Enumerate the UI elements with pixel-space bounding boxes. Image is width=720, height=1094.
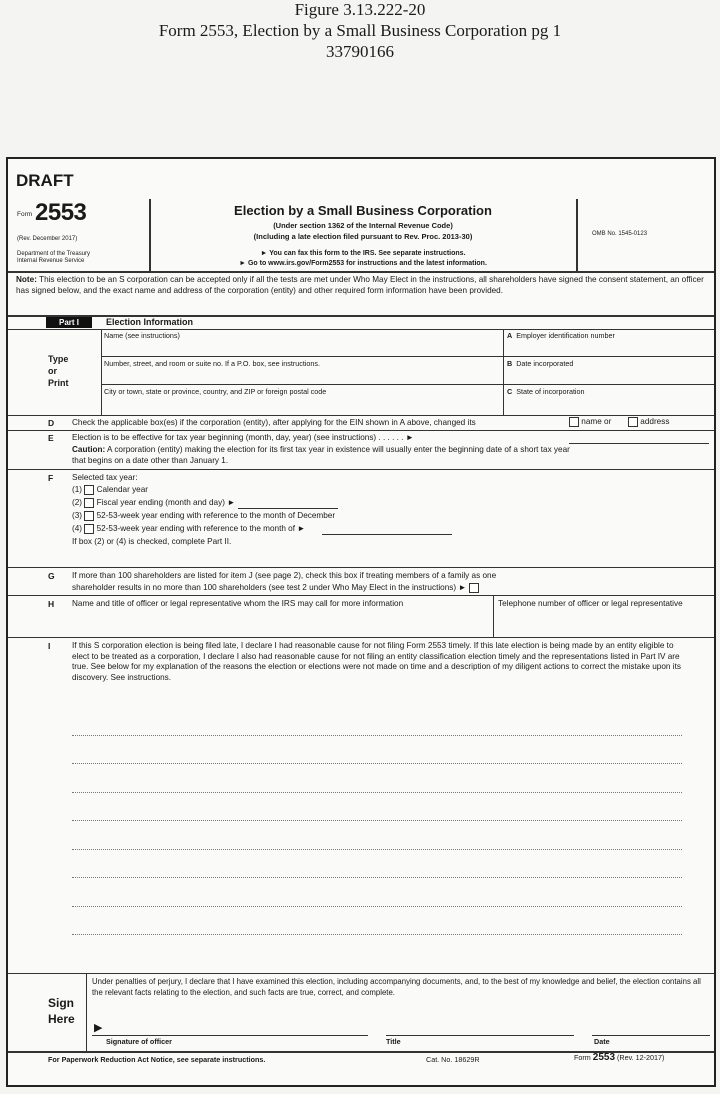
fiscal-year-checkbox[interactable] bbox=[84, 498, 94, 508]
irs: Internal Revenue Service bbox=[17, 258, 85, 264]
signature-arrow-icon: ▶ bbox=[94, 1022, 103, 1034]
tax-year-option-3[interactable]: (3) 52-53-week year ending with reference to the month of December bbox=[72, 511, 336, 521]
signature-label: Signature of officer bbox=[106, 1037, 172, 1046]
omb-number: OMB No. 1545-0123 bbox=[592, 231, 648, 237]
street-field-label: Number, street, and room or suite no. If a P.O. box, see instructions. bbox=[104, 359, 320, 368]
officer-name-field[interactable] bbox=[72, 611, 490, 635]
city-field[interactable] bbox=[103, 397, 501, 413]
calendar-year-checkbox[interactable] bbox=[84, 485, 94, 495]
telephone-label: Telephone number of officer or legal representative bbox=[498, 599, 683, 608]
street-field[interactable] bbox=[103, 369, 501, 383]
form-subtitle-2: (Including a late election filed pursuant to Rev. Proc. 2013-30) bbox=[253, 232, 473, 241]
note-label: Note: bbox=[16, 275, 37, 284]
item-g-text-2: shareholder results in no more than 100 shareholders (see test 2 under Who May Elect in the instructions) ► bbox=[72, 583, 479, 594]
date-incorporated-label: B Date incorporated bbox=[507, 359, 574, 368]
form-title: Election by a Small Business Corporation bbox=[234, 203, 492, 218]
city-field-label: City or town, state or province, country, and ZIP or foreign postal code bbox=[104, 387, 327, 396]
item-e-text: Election is to be effective for tax year beginning (month, day, year) (see instructions) . . . . . . ► bbox=[72, 433, 414, 442]
figure-number: 33790166 bbox=[326, 42, 394, 61]
family-shareholder-checkbox[interactable] bbox=[469, 583, 479, 593]
item-g-letter: G bbox=[48, 571, 55, 581]
change-name-option[interactable]: name or bbox=[569, 417, 611, 428]
item-e-letter: E bbox=[48, 433, 54, 443]
part-label: Part I bbox=[46, 317, 92, 328]
item-g-text-1: If more than 100 shareholders are listed for item J (see page 2), check this box if treating members of a family as one bbox=[72, 571, 497, 580]
item-d-letter: D bbox=[48, 418, 55, 428]
item-f-letter: F bbox=[48, 473, 54, 483]
item-i-text: If this S corporation election is being filed late, I declare I had reasonable cause for not filing Form 2553 timely. If this late election is being made by an entity eligible to elect to be treated as a corporation, I declare I also had reasonable cause for not filing an entity classification election timely and the representations listed in Part IV are true. See below for my explanation of the reasons the election or elections were not made on time and a description of my diligent actions to correct the mistake upon its discovery. See instructions. bbox=[72, 641, 681, 682]
telephone-field[interactable] bbox=[496, 621, 710, 635]
part-title: Election Information bbox=[106, 317, 194, 327]
note-text: Note: This election to be an S corporation can be accepted only if all the tests are met under Who May Elect in the instructions, all shareholders have signed the consent statement, an officer has signed below, and the exact name and address of the corporation (entity) and other required form information have been provided. bbox=[16, 275, 704, 295]
title-label: Title bbox=[386, 1037, 401, 1046]
state-incorporation-label: C State of incorporation bbox=[507, 387, 585, 396]
form-2553-page bbox=[6, 157, 716, 1087]
figure-label: Figure 3.13.222-20 bbox=[294, 0, 426, 19]
item-f-text: Selected tax year: bbox=[72, 473, 138, 482]
change-name-checkbox[interactable] bbox=[569, 417, 579, 427]
type-or-print: Type or Print bbox=[48, 354, 69, 388]
item-h-letter: H bbox=[48, 599, 55, 609]
item-f-note: If box (2) or (4) is checked, complete Part II. bbox=[72, 537, 232, 546]
ein-field[interactable] bbox=[505, 341, 712, 355]
state-incorporation-field[interactable] bbox=[505, 397, 712, 413]
tax-year-option-2[interactable]: (2) Fiscal year ending (month and day) ► bbox=[72, 498, 338, 509]
fiscal-year-end-field[interactable] bbox=[238, 508, 338, 509]
revision-date: (Rev. December 2017) bbox=[17, 236, 78, 242]
caution-text: Caution: A corporation (entity) making the election for its first tax year in existence will usually enter the beginning date of a short tax year that begins on a date other than January 1. bbox=[72, 445, 570, 465]
item-d-text: Check the applicable box(es) if the corporation (entity), after applying for the EIN shown in A above, changed its bbox=[72, 418, 476, 427]
sign-here-label: Sign Here bbox=[48, 996, 75, 1026]
form-subtitle-1: (Under section 1362 of the Internal Revenue Code) bbox=[273, 221, 453, 230]
effective-date-field[interactable] bbox=[569, 431, 709, 444]
change-address-checkbox[interactable] bbox=[628, 417, 638, 427]
name-field-label: Name (see instructions) bbox=[104, 331, 180, 340]
name-field[interactable] bbox=[103, 341, 501, 355]
ein-label: A Employer identification number bbox=[507, 331, 615, 340]
date-label: Date bbox=[594, 1037, 610, 1046]
perjury-statement: Under penalties of perjury, I declare that I have examined this election, including accompanying documents, and, to the best of my knowledge and belief, the election contains all the relevant facts relating to the election, and such facts are true, correct, and complete. bbox=[92, 977, 701, 997]
paperwork-notice: For Paperwork Reduction Act Notice, see separate instructions. bbox=[48, 1055, 266, 1064]
title-field[interactable] bbox=[386, 1019, 574, 1035]
late-election-explanation-area[interactable] bbox=[72, 725, 682, 967]
signature-field[interactable] bbox=[106, 1019, 368, 1035]
form-word: Form bbox=[17, 211, 33, 218]
change-address-option[interactable]: address bbox=[628, 417, 669, 428]
form-number: 2553 bbox=[35, 199, 87, 226]
date-field[interactable] bbox=[592, 1019, 710, 1035]
tax-year-option-1[interactable]: (1) Calendar year bbox=[72, 485, 149, 495]
tax-year-option-4[interactable]: (4) 52-53-week year ending with reference to the month of ► bbox=[72, 524, 452, 535]
52-53-month-checkbox[interactable] bbox=[84, 524, 94, 534]
date-incorporated-field[interactable] bbox=[505, 369, 712, 383]
52-53-december-checkbox[interactable] bbox=[84, 511, 94, 521]
draft-label: DRAFT bbox=[16, 171, 74, 190]
footer-form-id: Form 2553 (Rev. 12-2017) bbox=[574, 1052, 665, 1063]
figure-title: Form 2553, Election by a Small Business Corporation pg 1 bbox=[158, 21, 562, 40]
52-53-month-field[interactable] bbox=[322, 534, 452, 535]
department: Department of the Treasury bbox=[17, 251, 91, 257]
catalog-number: Cat. No. 18629R bbox=[426, 1055, 480, 1064]
website-instruction: ► Go to www.irs.gov/Form2553 for instructions and the latest information. bbox=[239, 260, 487, 267]
item-i-letter: I bbox=[48, 641, 51, 651]
fax-instruction: ► You can fax this form to the IRS. See separate instructions. bbox=[260, 250, 466, 257]
item-h-text: Name and title of officer or legal representative whom the IRS may call for more information bbox=[72, 599, 404, 608]
